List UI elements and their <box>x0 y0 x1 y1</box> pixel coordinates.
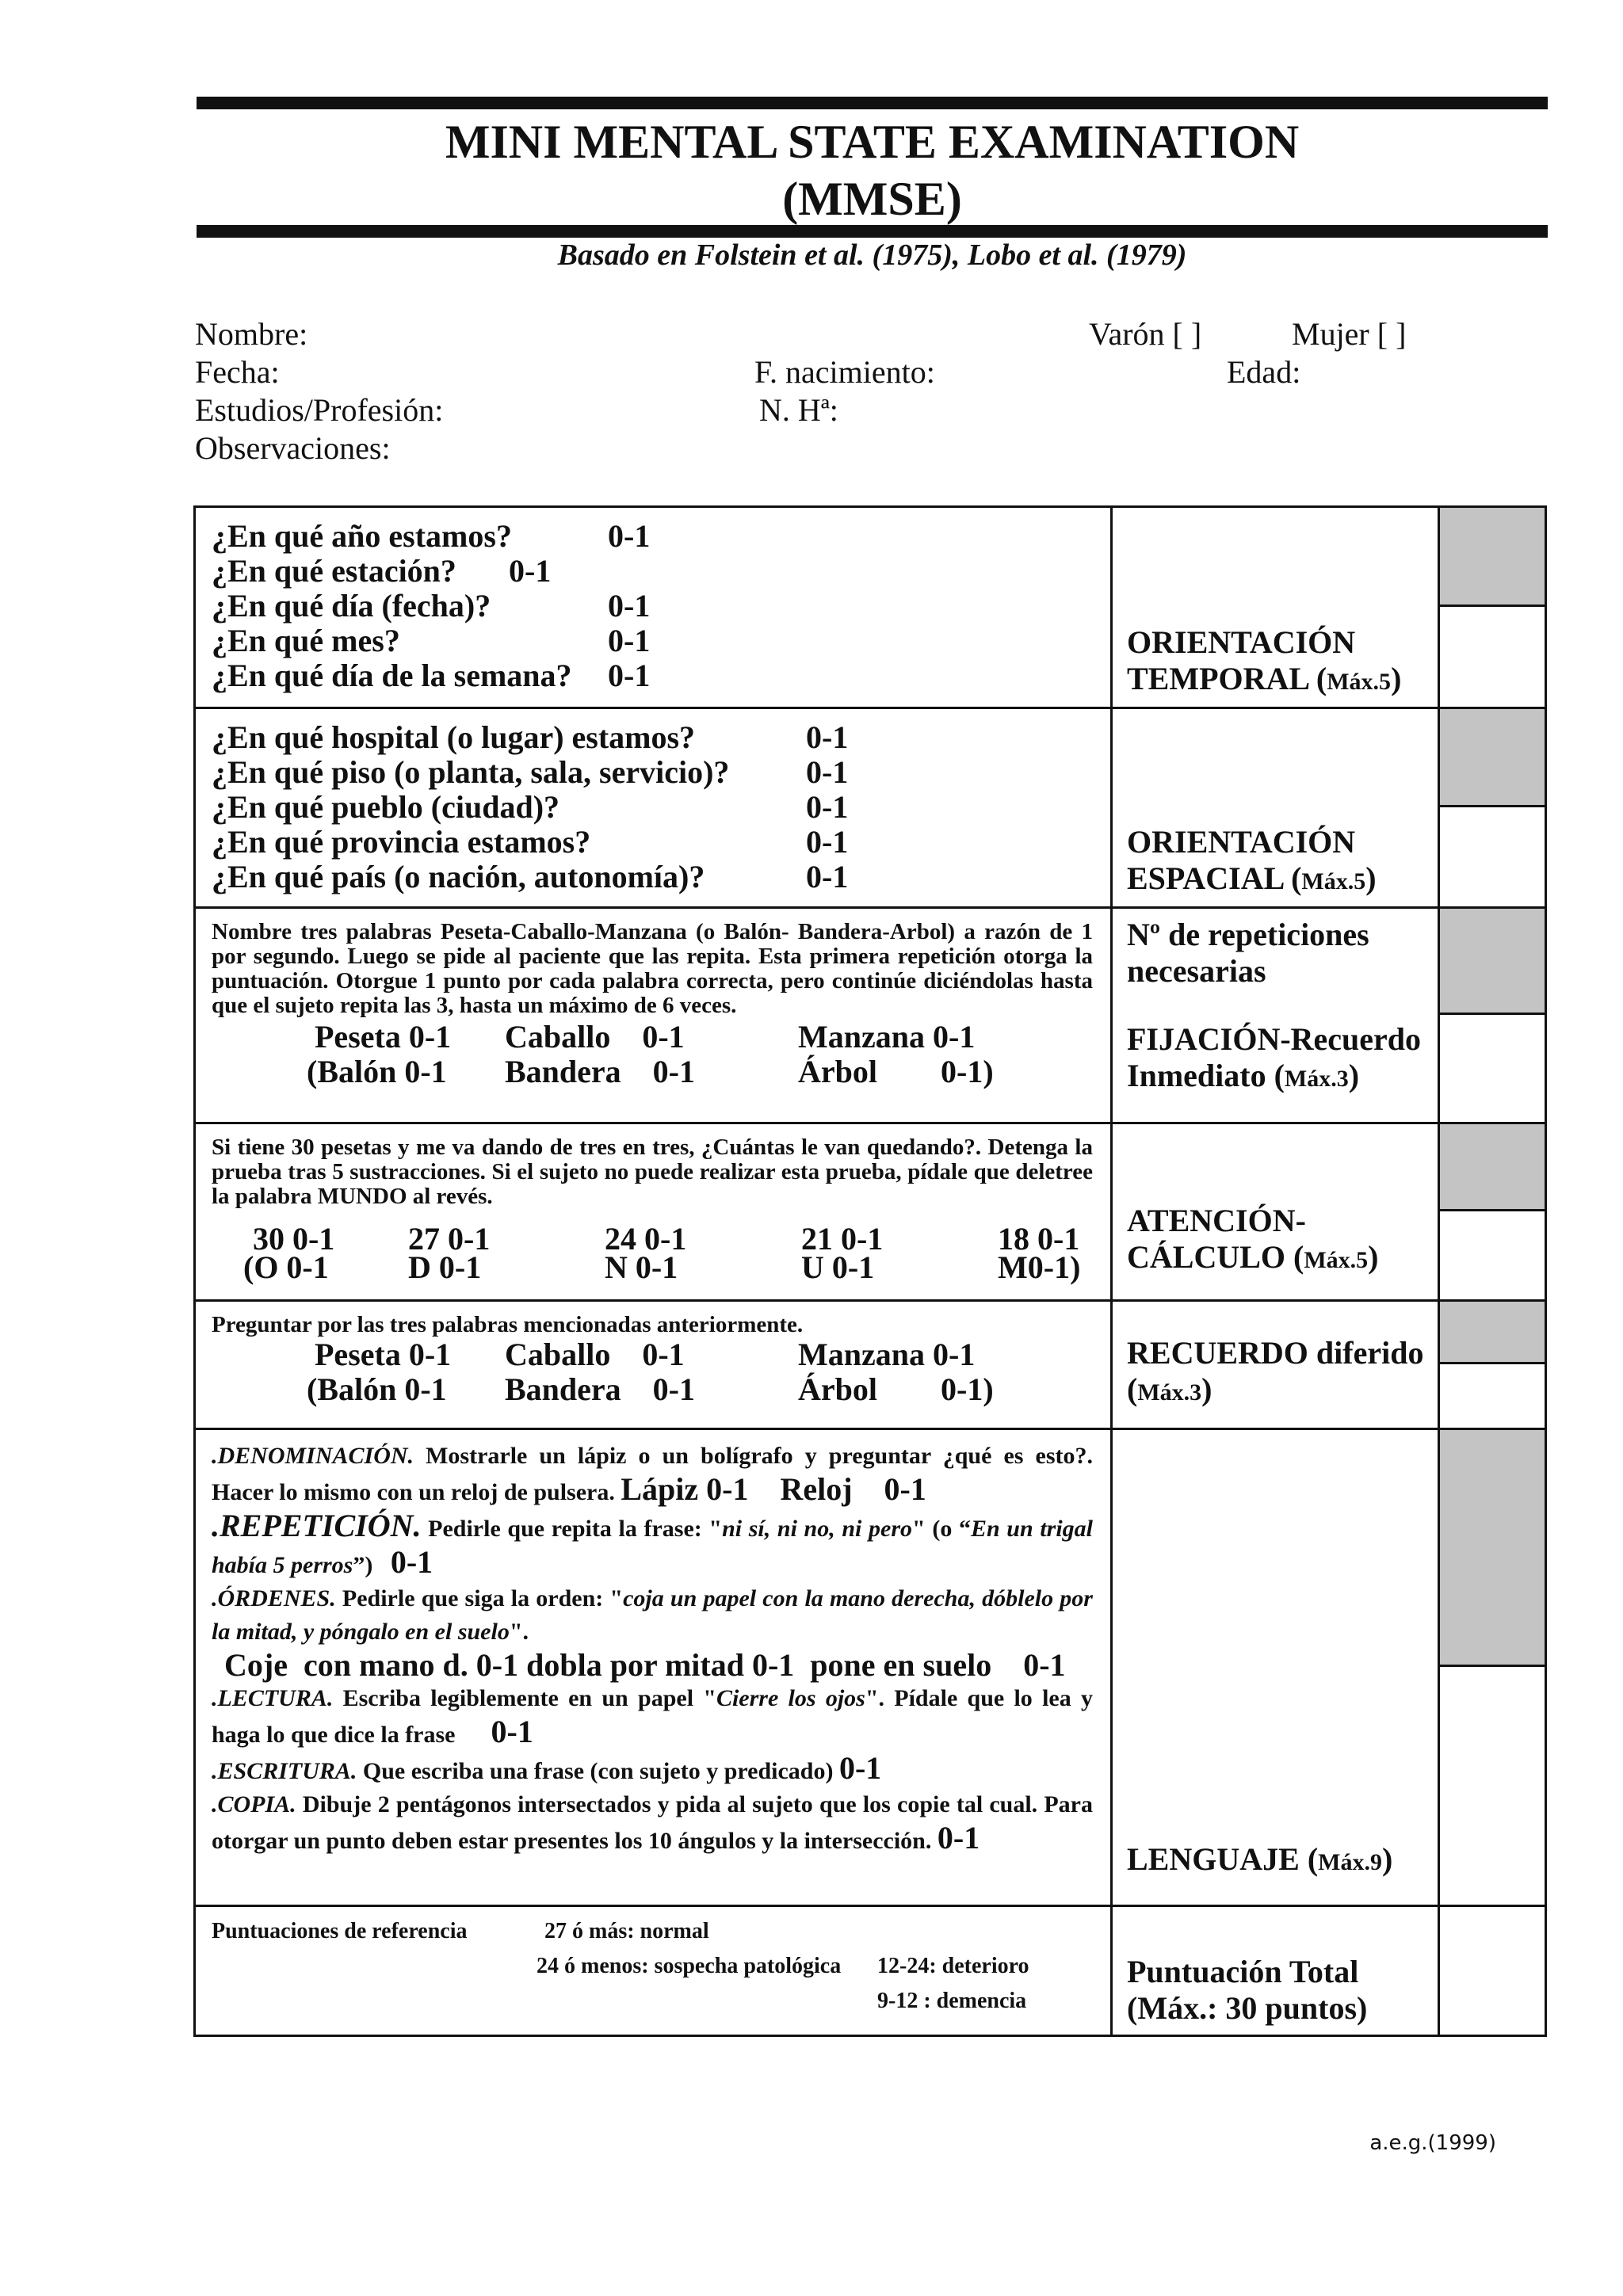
estudios-field[interactable]: Estudios/Profesión: <box>195 392 444 428</box>
temporal-questions <box>195 507 1112 708</box>
atencion-row2: (O 0-1 D 0-1 N 0-1 U 0-1 M0-1) <box>243 1249 1081 1285</box>
bottom-rule <box>197 225 1548 238</box>
fijacion-instructions: Nombre tres palabras Peseta-Caballo-Manzana (o Balón- Bandera-Arbol) a razón de 1 por segundo. Luego se pide al paciente que las repita. Esta primera repetición otorga la puntuación. Otorgue 1 punto por cada palabra correcta, pero continúe diciéndolas hasta que el sujeto repita las 3, hasta un máximo de 6 veces. <box>212 919 1093 1018</box>
title-line-1: MINI MENTAL STATE EXAMINATION <box>445 116 1300 168</box>
question-row: ¿En qué día (fecha)? 0-1 <box>212 588 651 624</box>
section-temporal <box>195 507 1546 708</box>
referencia-normal: 27 ó más: normal <box>544 1919 709 1943</box>
atencion-score-box[interactable] <box>1438 1123 1545 1301</box>
repeticion-item: .REPETICIÓN. Pedirle que repita la frase: "ni sí, ni no, ni pero" (o “En un trigal había 5 perros”) 0-1 <box>212 1508 1093 1580</box>
espacial-label: ORIENTACIÓN ESPACIAL (Máx.5) <box>1112 708 1439 908</box>
recuerdo-score-box[interactable] <box>1438 1301 1545 1429</box>
varon-checkbox[interactable]: Varón [ ] <box>1089 316 1202 352</box>
nombre-field[interactable]: Nombre: <box>195 316 308 352</box>
mujer-checkbox[interactable]: Mujer [ ] <box>1292 316 1407 352</box>
mmse-table <box>193 505 1547 2037</box>
escritura-item: .ESCRITURA. Que escriba una frase (con sujeto y predicado) 0-1 <box>212 1750 882 1786</box>
question-row: ¿En qué día de la semana? 0-1 <box>212 658 651 693</box>
ordenes-score: Coje con mano d. 0-1 dobla por mitad 0-1 pone en suelo 0-1 <box>224 1647 1066 1683</box>
espacial-questions <box>195 708 1112 908</box>
ordenes-item: .ÓRDENES. Pedirle que siga la orden: "coja un papel con la mano derecha, dóblelo por la mitad, y póngalo en el suelo". <box>212 1585 1093 1645</box>
referencia-content <box>195 1906 1112 2036</box>
section-recuerdo <box>195 1301 1546 1429</box>
referencia-sospecha: 24 ó menos: sospecha patológica <box>537 1954 842 1978</box>
lenguaje-label: LENGUAJE (Máx.9) <box>1112 1429 1439 1906</box>
fijacion-content <box>195 908 1112 1123</box>
temporal-label: ORIENTACIÓN TEMPORAL (Máx.5) <box>1112 507 1439 708</box>
subtitle: Basado en Folstein et al. (1975), Lobo et al. (1979) <box>557 238 1187 272</box>
temporal-score-box[interactable] <box>1438 507 1545 708</box>
edad-field[interactable]: Edad: <box>1227 354 1301 390</box>
fijacion-words-row1: Peseta 0-1 Caballo 0-1 Manzana 0-1 <box>315 1019 976 1055</box>
copia-item: .COPIA. Dibuje 2 pentágonos intersectados y pida al sujeto que los copie tal cual. Para otorgar un punto deben estar presentes los 10 ángulos y la intersección. 0-1 <box>212 1791 1093 1855</box>
recuerdo-words-row2: (Balón 0-1 Bandera 0-1 Árbol 0-1) <box>307 1371 994 1407</box>
fijacion-score-box[interactable] <box>1438 908 1545 1123</box>
credit: a.e.g.(1999) <box>1369 2131 1496 2155</box>
question-row: ¿En qué país (o nación, autonomía)? 0-1 <box>212 859 849 894</box>
section-total <box>195 1906 1546 2036</box>
observaciones-field[interactable]: Observaciones: <box>195 430 391 466</box>
section-atencion <box>195 1123 1546 1301</box>
fecha-field[interactable]: Fecha: <box>195 354 280 390</box>
question-row: ¿En qué estación? 0-1 <box>212 553 552 589</box>
lenguaje-content <box>195 1429 1112 1906</box>
section-lenguaje <box>195 1429 1546 1906</box>
recuerdo-label: RECUERDO diferido (Máx.3) <box>1112 1301 1439 1429</box>
question-row: ¿En qué año estamos? 0-1 <box>212 518 651 554</box>
denominacion-item: .DENOMINACIÓN. Mostrarle un lápiz o un bolígrafo y preguntar ¿qué es esto?. Hacer lo mismo con un reloj de pulsera. Lápiz 0-1 Reloj 0-1 <box>212 1443 1093 1507</box>
section-fijacion <box>195 908 1546 1123</box>
nacimiento-field[interactable]: F. nacimiento: <box>754 354 935 390</box>
total-label: Puntuación Total (Máx.: 30 puntos) <box>1112 1906 1439 2036</box>
question-row: ¿En qué pueblo (ciudad)? 0-1 <box>212 789 849 825</box>
atencion-label: ATENCIÓN- CÁLCULO (Máx.5) <box>1112 1123 1439 1301</box>
lenguaje-score-box[interactable] <box>1438 1429 1545 1906</box>
atencion-instructions: Si tiene 30 pesetas y me va dando de tres en tres, ¿Cuántas le van quedando?. Detenga la prueba tras 5 sustracciones. Si el sujeto no puede realizar esta prueba, pídale que deletree la palabra MUNDO al revés. <box>212 1135 1093 1209</box>
recuerdo-instructions: Preguntar por las tres palabras mencionadas anteriormente. <box>212 1312 804 1337</box>
referencia-title: Puntuaciones de referencia <box>212 1919 468 1943</box>
referencia-deterioro: 12-24: deterioro <box>877 1954 1029 1978</box>
atencion-content <box>195 1123 1112 1301</box>
lectura-item: .LECTURA. Escriba legiblemente en un papel "Cierre los ojos". Pídale que lo lea y haga lo que dice la frase 0-1 <box>212 1685 1099 1749</box>
recuerdo-words-row1: Peseta 0-1 Caballo 0-1 Manzana 0-1 <box>315 1337 976 1372</box>
fijacion-label: Nº de repeticiones necesarias FIJACIÓN-Recuerdo Inmediato (Máx.3) <box>1112 908 1439 1123</box>
atencion-row1: 30 0-1 27 0-1 24 0-1 21 0-1 18 0-1 <box>253 1221 1080 1257</box>
top-rule <box>197 97 1548 109</box>
question-row: ¿En qué hospital (o lugar) estamos? 0-1 <box>212 719 849 755</box>
total-score-box[interactable] <box>1438 1906 1545 2036</box>
historia-field[interactable]: N. Hª: <box>759 392 838 428</box>
referencia-demencia: 9-12 : demencia <box>877 1989 1027 2013</box>
question-row: ¿En qué provincia estamos? 0-1 <box>212 824 849 860</box>
question-row: ¿En qué piso (o planta, sala, servicio)? 0-1 <box>212 754 849 790</box>
recuerdo-content <box>195 1301 1112 1429</box>
title-line-2: (MMSE) <box>782 173 962 225</box>
espacial-score-box[interactable] <box>1438 708 1545 908</box>
section-espacial <box>195 708 1546 908</box>
question-row: ¿En qué mes? 0-1 <box>212 623 651 658</box>
fijacion-words-row2: (Balón 0-1 Bandera 0-1 Árbol 0-1) <box>307 1054 994 1089</box>
